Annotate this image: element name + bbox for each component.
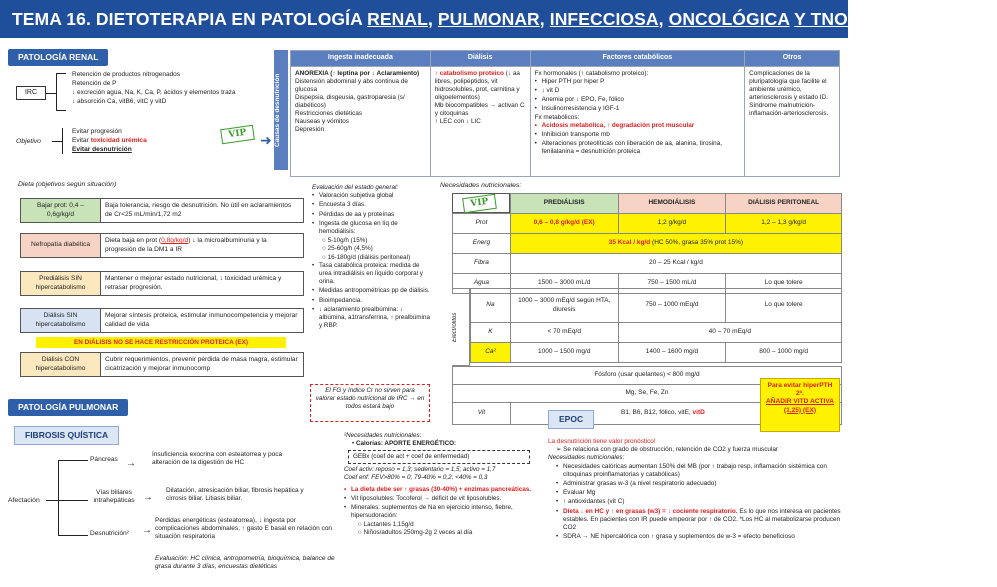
section-label-pulmonar: PATOLOGÍA PULMONAR: [8, 399, 128, 416]
afectacion-label: Afectación: [8, 497, 40, 504]
section-label-renal: PATOLOGÍA RENAL: [8, 49, 108, 66]
dieta-row-3: Prediálisis SIN hipercatabolismo Mantener o mejorar estado nutricional, ↓ toxicidad urémica y retrasar progresión.: [20, 271, 304, 296]
dieta-row-5: Diálisis CON hipercatabolismo Cubrir requerimientos, prevenir pérdida de masa magra, estimular cicatrización y mejorar inmunocomp: [20, 352, 304, 377]
epoc-block: La desnutrición tiene valor pronóstico! ➢ Se relaciona con grado de obstrucción, retención de CO2 y fuerza muscular Necesidades nutricionales: • Necesidades calóricas aumentan 150% del MB (por ↑ trabajo resp, inflamación sistémica con citoquinas proinflamatorias y catabólicas) • Administrar grasas w-3 (a nivel respiratorio adecuado) • Evaluar Mg • ↑ antioxidantes (vit C) • Dieta ↓ en HC y ↑ en grasas (w3) = ↓ cociente respiratorio. Es lo que nos interesa en pacientes estables. En pacientes con IR puede empeorar por ↑ de CO2. *Los HC al metabolizarse producen CO2 • SDRA → NE hipercalórica con ↑ grasa y suplementos de w-3 = efecto beneficioso: [548, 438, 844, 542]
vias-text: Dilatación, atresicación biliar, fibrosis hepática y cirrosis biliar. Litiasis biliar.: [166, 487, 304, 503]
dieta-row-4: Diálisis SIN hipercatabolismo Mejorar síntesis proteica, estimular inmunocompetencia y mejorar calidad de vida: [20, 308, 304, 333]
causas-table: Ingesta inadecuada Diálisis Factores catabólicos Otros ANOREXIA (↑ leptina por ↓ Aclaramiento) Distensión abdominal y abs continua de glucosa Dispepsia, disgeusia, gastroparesia (s/ diabéticos) Restricciones dietéticas Nauseas y vómitos Depresión ↑ catabolismo proteico (↓ aa libres, polipéptidos, vit hidrosolubles, prot, carnitina y oligoelementos) Mb biocompatibles → activan C y citoquinas ↑ LEC con ↓ LIC Fx hormonales (↑ catabolismo proteico): • Hiper PTH por hiper P • ↓ vit D • Anemia por ↓ EPO, Fe, fólico • Insulinorresistencia y IGF-1 Fx metabólicos: • Acidosis metabólica, ↑ degradación prot muscular • Inhibición transporte mb • Alteraciones proteolíticas con liberación de aa, alanina, tirosina, fenilalanina = desnutrición proteica Complicaciones de la pluripatología que facilite el ambiente urémico, arteriosclerosis y estado ID. Síndrome malnutrición-inflamación-arteriosclerosis.: [290, 50, 840, 177]
arrow-right-icon: →: [143, 492, 153, 503]
arrow-right-icon: ➜: [260, 132, 272, 148]
dieta-row-1: Bajar prot: 0,4 – 0,6g/kg/d Baja tolerancia, riesgo de desnutrición. No útil en aclaramientos de Cr<25 mL/min/1,72 m2: [20, 198, 304, 223]
evaluacion-note: El FG y índice Cr no sirven para valorar estado nutricional de IRC → en todos estará bajo: [310, 384, 430, 422]
vip-stamp-renal: VIP: [218, 125, 260, 147]
dialisis-cell: ↑ catabolismo proteico (↓ aa libres, polipéptidos, vit hidrosolubles, prot, carnitina y oligoelementos) Mb biocompatibles → activan C y citoquinas ↑ LEC con ↓ LIC: [430, 66, 530, 176]
minerales-table: Fósforo (usar quelantes) < 800 mg/d Mg, Se, Fe, Zn Vit B1, B6, B12, fólico, vitE, vitD: [452, 366, 842, 425]
pancreas-label: Páncreas: [90, 456, 118, 463]
necesidades-table: PREDIÁLISIS HEMODIÁLISIS DIÁLISIS PERITONEAL Prot 0,6 – 0,8 g/kg/d (EX) 1,2 g/kg/d 1,2 – 1,3 g/kg/d Energ 35 Kcal / kg/d (HC 50%, grasa 35% prot 15%) Fibra 20 – 25 Kcal / kg/d Agua 1500 – 3000 mL/d 750 – 1500 mL/d Lo que tolere: [452, 193, 842, 294]
irc-items: Retención de productos nitrogenados Retención de P ↓ excreción agua, Na, K, Ca, P, ácidos y elementos traza ↓ absorción Ca, vitB6, vitC y vitD: [72, 71, 236, 105]
pth-note: Para evitar hiperPTH 2ª. AÑADIR VITD ACTIVA (1,25) (EX): [760, 378, 840, 432]
desnut-label: Desnutrición²: [90, 530, 129, 537]
electrolitos-label: Electrolitos: [452, 288, 470, 366]
page-title: TEMA 16. DIETOTERAPIA EN PATOLOGÍA RENAL, PULMONAR, INFECCIOSA, ONCOLÓGICA Y TNOS ALIMENTARIOS: [0, 0, 848, 38]
desnut-text: Pérdidas energéticas (esteatorrea), ↓ ingesta por complicaciones abdominales, ↑ gasto E basal en relación con situación respiratoria: [155, 517, 333, 541]
arrow-right-icon: →: [142, 525, 152, 536]
otros-cell: Complicaciones de la pluripatología que facilite el ambiente urémico, arteriosclerosis y estado ID. Síndrome malnutrición-inflamación-arteriosclerosis.: [745, 66, 840, 176]
fq-necesidades: ²Necesidades nutricionales: • Calorías: APORTE ENERGÉTICO: GEBx (coef de act + coef de enfermedad) Coef activ: reposo = 1,3; sedentario = 1,5; activo = 1,7 Coef enf: FEV>80% = 0; 79-40% = 0,2; <40% = 0,3 • La dieta debe ser ↑ grasas (30-40%) + enzimas pancreáticas. • Vit liposolubles: Tocoferol → déficit de vit liposolubles. • Minerales: suplementos de Na en ejercicio intenso, fiebre, hipersudoración: ○ Lactantes 1,15g/d ○ Niños/adultos 250mg-2g 2 veces al día: [344, 432, 540, 537]
irc-label: IRC: [16, 86, 46, 100]
arrow-right-icon: →: [126, 458, 136, 469]
evaluacion-block: Evaluación del estado general: • Valoración subjetiva global • Encuesta 3 días. • Pérdidas de aa y proteínas • Ingesta de glucosa en líq de hemodiálisis: ○ 5-10g/h (15%) ○ 25-60g/h (4,5%) ○ 16-180g/d (diálisis peritoneal) • Tasa catabólica proteica: medida de urea intradiálisis en líquido corporal y orina. • Medidas antropométricas pp de diálisis. • Bioimpedancia. • ↓ aclaramiento prealbúmina: ↓ albúmina, a1transferrina, ↑ prealbúmina y RBP.: [312, 184, 430, 331]
electrolitos-table: Na 1000 – 3000 mEq/d según HTA, diuresis 750 – 1000 mEq/d Lo que tolere K < 70 mEq/d 40 – 70 mEq/d Ca² 1000 – 1500 mg/d 1400 – 1600 mg/d 800 – 1000 mg/d: [470, 288, 842, 363]
dialisis-banner: EN DIÁLISIS NO SE HACE RESTRICCIÓN PROTEICA (EX): [36, 337, 286, 348]
pancreas-text: Insuficiencia exocrina con esteatorrea y poca alteración de la digestión de HC: [152, 451, 283, 467]
vip-stamp-necesidades: VIP: [452, 193, 510, 213]
necesidades-heading: Necesidades nutricionales:: [440, 182, 522, 189]
causas-label: Causas de desnutrición: [274, 50, 288, 170]
evaluacion-fq: Evaluación: HC clínica, antropometría, bioquímica, balance de grasa durante 3 días, encuestas dietéticas: [155, 555, 335, 571]
dieta-row-2: Nefropatía diabética Dieta baja en prot (0,8g/kg/d) ↓ la microalbuminuria y la progresión de la DM1 a IR: [20, 233, 304, 258]
epoc-label: EPOC: [548, 410, 594, 429]
objetivo-label: Objetivo: [16, 138, 41, 145]
dieta-heading: Dieta (objetivos según situación): [18, 181, 117, 188]
factores-cell: Fx hormonales (↑ catabolismo proteico): • Hiper PTH por hiper P • ↓ vit D • Anemia por ↓ EPO, Fe, fólico • Insulinorresistencia y IGF-1 Fx metabólicos: • Acidosis metabólica, ↑ degradación prot muscular • Inhibición transporte mb • Alteraciones proteolíticas con liberación de aa, alanina, tirosina, fenilalanina = desnutrición proteica: [530, 66, 745, 176]
fq-label: FIBROSIS QUÍSTICA: [14, 426, 119, 445]
objetivo-items: Evitar progresión Evitar toxicidad urémica Evitar desnutrición: [72, 128, 147, 153]
vias-label: Vías biliares intrahepáticas: [93, 489, 135, 505]
ingesta-cell: ANOREXIA (↑ leptina por ↓ Aclaramiento) Distensión abdominal y abs continua de glucosa Dispepsia, disgeusia, gastroparesia (s/ diabéticos) Restricciones dietéticas Nauseas y vómitos Depresión: [291, 66, 431, 176]
